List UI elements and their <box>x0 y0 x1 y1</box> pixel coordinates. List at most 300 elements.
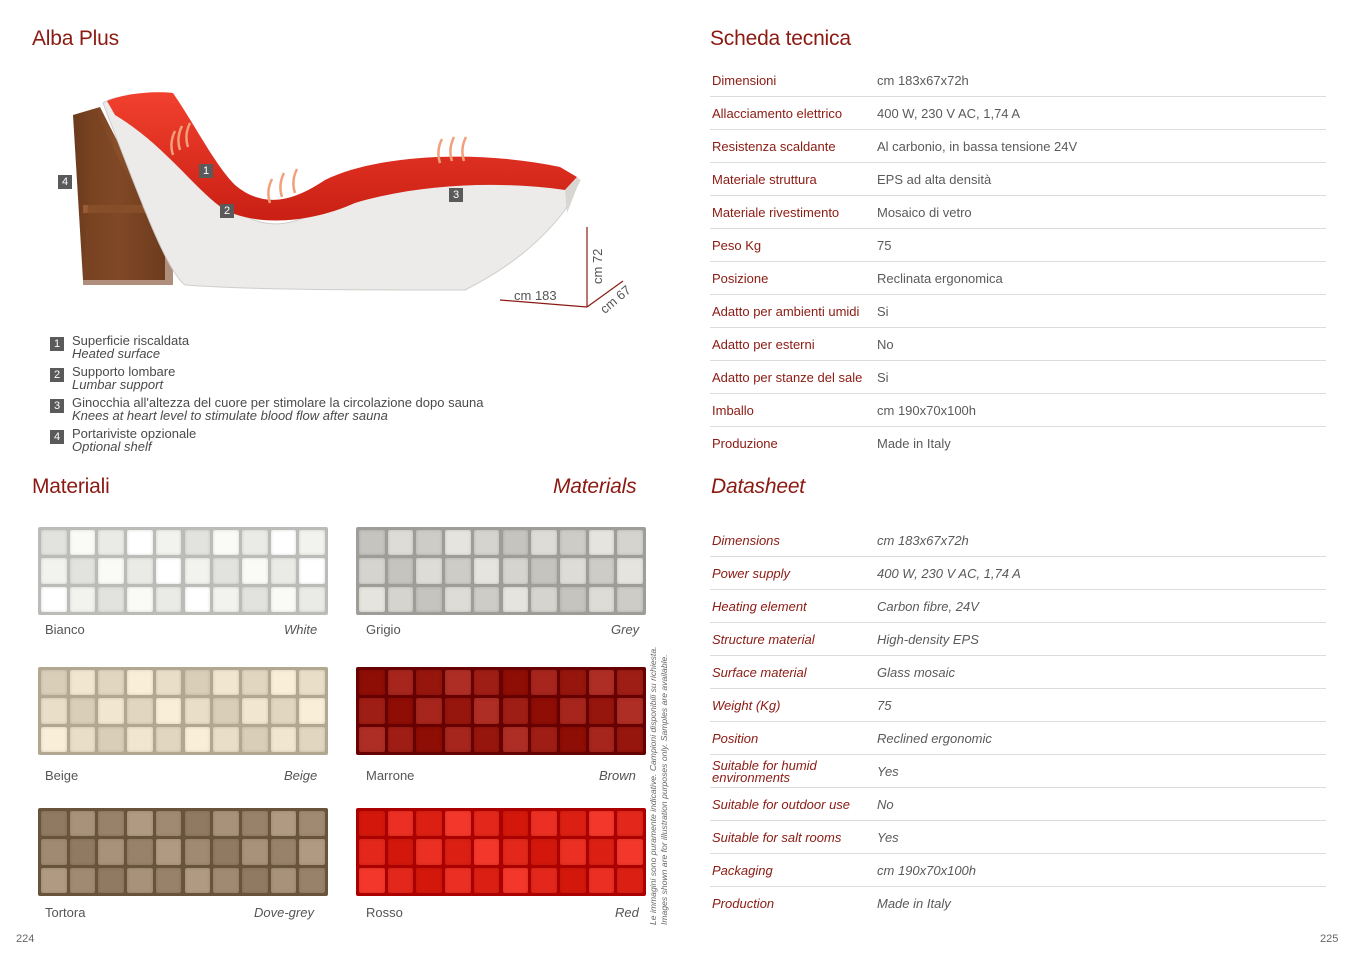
mosaic-tile <box>531 558 557 583</box>
mosaic-tile <box>271 698 297 723</box>
mosaic-tile <box>127 698 153 723</box>
mosaic-tile <box>589 587 615 612</box>
mosaic-tile <box>156 868 182 893</box>
mosaic-tile <box>41 698 67 723</box>
mosaic-tile <box>213 839 239 864</box>
spec-table-it <box>710 65 1326 460</box>
legend-number: 1 <box>50 337 64 351</box>
spec-key: Imballo <box>712 402 754 418</box>
mosaic-tile <box>445 839 471 864</box>
mosaic-tile <box>213 698 239 723</box>
page-number-right: 225 <box>1320 933 1339 945</box>
table-row <box>710 428 1326 459</box>
mosaic-tile <box>474 868 500 893</box>
material-label-it: Rosso <box>366 905 403 920</box>
mosaic-tile <box>185 530 211 555</box>
mosaic-tile <box>271 530 297 555</box>
spec-value: Carbon fibre, 24V <box>877 599 979 614</box>
mosaic-tile <box>617 670 643 695</box>
mosaic-tile <box>503 811 529 836</box>
spec-key: Dimensions <box>712 532 780 548</box>
spec-value: cm 190x70x100h <box>877 403 977 418</box>
spec-value: No <box>877 337 894 352</box>
mosaic-tile <box>359 868 385 893</box>
mosaic-tile <box>416 868 442 893</box>
mosaic-tile <box>359 839 385 864</box>
mosaic-tile <box>185 670 211 695</box>
disclaimer-note <box>648 615 670 925</box>
lounger-illustration <box>55 85 645 320</box>
mosaic-tile <box>617 530 643 555</box>
mosaic-tile <box>242 587 268 612</box>
mosaic-tile <box>98 558 124 583</box>
mosaic-tile <box>474 811 500 836</box>
mosaic-tile <box>531 839 557 864</box>
spec-value: Si <box>877 304 889 319</box>
spec-key: Resistenza scaldante <box>712 138 836 154</box>
mosaic-tile <box>70 558 96 583</box>
table-row <box>710 855 1326 887</box>
mosaic-tile <box>156 811 182 836</box>
mosaic-tile <box>503 727 529 752</box>
mosaic-tile <box>503 839 529 864</box>
legend-number: 2 <box>50 368 64 382</box>
mosaic-tile <box>299 839 325 864</box>
mosaic-tile <box>359 530 385 555</box>
legend-number: 3 <box>50 399 64 413</box>
mosaic-tile <box>388 558 414 583</box>
material-label-en: Red <box>615 905 639 920</box>
mosaic-tile <box>271 868 297 893</box>
mosaic-tile <box>589 698 615 723</box>
spec-value: 75 <box>877 698 892 713</box>
mosaic-tile <box>41 670 67 695</box>
spec-key: Packaging <box>712 862 773 878</box>
table-row <box>710 230 1326 262</box>
table-row <box>710 296 1326 328</box>
mosaic-tile <box>185 558 211 583</box>
spec-key: Peso Kg <box>712 237 762 253</box>
mosaic-tile <box>41 530 67 555</box>
mosaic-tile <box>359 670 385 695</box>
mosaic-tile <box>213 811 239 836</box>
legend-item <box>50 334 610 363</box>
table-row <box>710 164 1326 196</box>
disclaimer-it: Le immagini sono puramente indicative. Campioni disponibili su richiesta. <box>648 646 658 925</box>
spec-value: Si <box>877 370 889 385</box>
table-row <box>710 525 1326 557</box>
mosaic-tile <box>617 868 643 893</box>
mosaic-tile <box>213 558 239 583</box>
material-label-en: Brown <box>599 768 636 783</box>
disclaimer-en: Images shown are for illustration purposes only. Samples are available. <box>659 654 669 925</box>
legend-text-en: Lumbar support <box>72 377 164 392</box>
spec-key: Surface material <box>712 664 807 680</box>
mosaic-tile <box>271 587 297 612</box>
legend-text-it: Superficie riscaldata <box>72 333 190 348</box>
dimension-height: cm 72 <box>590 248 605 284</box>
table-row <box>710 263 1326 295</box>
mosaic-tile <box>531 530 557 555</box>
material-label-it: Beige <box>45 768 79 783</box>
mosaic-tile <box>531 868 557 893</box>
table-row <box>710 329 1326 361</box>
mosaic-tile <box>445 530 471 555</box>
mosaic-tile <box>474 839 500 864</box>
mosaic-tile <box>416 558 442 583</box>
table-row <box>710 395 1326 427</box>
mosaic-tile <box>617 558 643 583</box>
mosaic-tile <box>416 530 442 555</box>
spec-key: Adatto per esterni <box>712 336 815 352</box>
mosaic-tile <box>416 587 442 612</box>
mosaic-tile <box>185 868 211 893</box>
mosaic-tile <box>242 558 268 583</box>
mosaic-tile <box>617 811 643 836</box>
mosaic-tile <box>531 698 557 723</box>
spec-key: Suitable for salt rooms <box>712 829 842 845</box>
mosaic-tile <box>445 558 471 583</box>
mosaic-tile <box>98 698 124 723</box>
mosaic-tile <box>589 811 615 836</box>
table-row <box>710 690 1326 722</box>
mosaic-tile <box>127 558 153 583</box>
spec-value: Made in Italy <box>877 436 951 451</box>
spec-key: Posizione <box>712 270 769 286</box>
spec-title-it: Scheda tecnica <box>710 27 851 50</box>
illustration-badge-1: 1 <box>199 164 213 178</box>
mosaic-tile <box>617 587 643 612</box>
mosaic-tile <box>271 811 297 836</box>
mosaic-tile <box>156 727 182 752</box>
mosaic-tile <box>156 670 182 695</box>
mosaic-tile <box>213 868 239 893</box>
table-row <box>710 624 1326 656</box>
spec-value: Made in Italy <box>877 896 951 911</box>
mosaic-tile <box>156 530 182 555</box>
mosaic-tile <box>531 811 557 836</box>
table-row <box>710 888 1326 919</box>
mosaic-tile <box>41 727 67 752</box>
mosaic-tile <box>70 727 96 752</box>
material-label-it: Marrone <box>366 768 415 783</box>
table-row <box>710 822 1326 854</box>
mosaic-tile <box>242 839 268 864</box>
mosaic-tile <box>388 698 414 723</box>
spec-key: Allacciamento elettrico <box>712 105 843 121</box>
mosaic-tile <box>127 811 153 836</box>
spec-key: Adatto per stanze del sale <box>712 369 863 385</box>
spec-value: Al carbonio, in bassa tensione 24V <box>877 139 1078 154</box>
mosaic-tile <box>359 558 385 583</box>
mosaic-tile <box>359 727 385 752</box>
materials-title-it: Materiali <box>32 475 110 498</box>
mosaic-tile <box>560 811 586 836</box>
spec-value: cm 183x67x72h <box>877 533 969 548</box>
mosaic-tile <box>560 558 586 583</box>
mosaic-tile <box>242 868 268 893</box>
mosaic-tile <box>299 698 325 723</box>
dimension-length: cm 183 <box>514 288 557 303</box>
mosaic-tile <box>41 558 67 583</box>
mosaic-tile <box>299 530 325 555</box>
spec-key: Suitable for outdoor use <box>712 796 851 812</box>
mosaic-tile <box>242 811 268 836</box>
table-row <box>710 362 1326 394</box>
product-title: Alba Plus <box>32 27 119 50</box>
mosaic-tile <box>299 670 325 695</box>
mosaic-tile <box>589 839 615 864</box>
mosaic-tile <box>41 839 67 864</box>
mosaic-tile <box>127 868 153 893</box>
mosaic-tile <box>560 727 586 752</box>
mosaic-tile <box>474 530 500 555</box>
mosaic-tile <box>41 587 67 612</box>
tile-swatch-rosso <box>356 808 646 896</box>
mosaic-tile <box>127 587 153 612</box>
mosaic-tile <box>98 670 124 695</box>
mosaic-tile <box>70 868 96 893</box>
spec-key: Materiale struttura <box>712 171 817 187</box>
mosaic-tile <box>242 530 268 555</box>
spec-value: No <box>877 797 894 812</box>
mosaic-tile <box>98 587 124 612</box>
mosaic-tile <box>185 839 211 864</box>
mosaic-tile <box>445 587 471 612</box>
mosaic-tile <box>589 868 615 893</box>
mosaic-tile <box>70 698 96 723</box>
mosaic-tile <box>617 839 643 864</box>
spec-title-en: Datasheet <box>711 475 805 498</box>
mosaic-tile <box>445 670 471 695</box>
mosaic-tile <box>70 839 96 864</box>
legend-text-en: Optional shelf <box>72 439 152 454</box>
legend-text-it: Portariviste opzionale <box>72 426 197 441</box>
dimension-depth: cm 67 <box>597 282 634 317</box>
mosaic-tile <box>503 868 529 893</box>
mosaic-tile <box>445 698 471 723</box>
mosaic-tile <box>503 670 529 695</box>
mosaic-tile <box>416 698 442 723</box>
illustration-badge-4: 4 <box>58 175 72 189</box>
legend-number: 4 <box>50 430 64 444</box>
mosaic-tile <box>388 811 414 836</box>
spec-key: Adatto per ambienti umidi <box>712 303 860 319</box>
mosaic-tile <box>474 727 500 752</box>
spec-key: Suitable for humid environments <box>712 757 817 785</box>
mosaic-tile <box>242 727 268 752</box>
tile-swatch-beige <box>38 667 328 755</box>
spec-value: Reclined ergonomic <box>877 731 992 746</box>
tile-swatch-bianco <box>38 527 328 615</box>
mosaic-tile <box>359 811 385 836</box>
mosaic-tile <box>41 811 67 836</box>
mosaic-tile <box>271 727 297 752</box>
table-row <box>710 197 1326 229</box>
mosaic-tile <box>70 530 96 555</box>
mosaic-tile <box>70 811 96 836</box>
material-label-en: White <box>284 622 318 637</box>
mosaic-tile <box>98 530 124 555</box>
table-row <box>710 789 1326 821</box>
mosaic-tile <box>127 670 153 695</box>
mosaic-tile <box>98 727 124 752</box>
mosaic-tile <box>271 839 297 864</box>
mosaic-tile <box>445 811 471 836</box>
table-row <box>710 98 1326 130</box>
mosaic-tile <box>560 587 586 612</box>
table-row <box>710 657 1326 689</box>
illustration-badge-2: 2 <box>220 204 234 218</box>
mosaic-tile <box>416 727 442 752</box>
spec-key: Position <box>712 730 759 746</box>
table-row <box>710 65 1326 97</box>
legend-item <box>50 396 610 425</box>
illustration-badge-3: 3 <box>449 188 463 202</box>
mosaic-tile <box>560 698 586 723</box>
spec-value: Yes <box>877 830 899 845</box>
spec-value: Yes <box>877 764 899 779</box>
material-label-it: Grigio <box>366 622 401 637</box>
table-row <box>710 723 1326 755</box>
mosaic-tile <box>98 839 124 864</box>
mosaic-tile <box>185 698 211 723</box>
mosaic-tile <box>416 811 442 836</box>
legend-item <box>50 427 610 456</box>
mosaic-tile <box>127 839 153 864</box>
table-row <box>710 558 1326 590</box>
legend-text-it: Ginocchia all'altezza del cuore per stimolare la circolazione dopo sauna <box>72 395 484 410</box>
mosaic-tile <box>98 811 124 836</box>
mosaic-tile <box>416 839 442 864</box>
mosaic-tile <box>388 587 414 612</box>
legend-text-en: Heated surface <box>72 346 161 361</box>
mosaic-tile <box>531 587 557 612</box>
mosaic-tile <box>127 530 153 555</box>
mosaic-tile <box>156 698 182 723</box>
mosaic-tile <box>617 698 643 723</box>
mosaic-tile <box>213 530 239 555</box>
table-row <box>710 756 1326 788</box>
spec-value: Reclinata ergonomica <box>877 271 1003 286</box>
spec-key: Weight (Kg) <box>712 697 781 713</box>
spec-key: Production <box>712 895 775 911</box>
spec-key: Dimensioni <box>712 72 777 88</box>
materials-title-en: Materials <box>553 475 637 498</box>
spec-key: Power supply <box>712 565 791 581</box>
mosaic-tile <box>70 587 96 612</box>
mosaic-tile <box>299 868 325 893</box>
mosaic-tile <box>156 587 182 612</box>
spec-value: cm 183x67x72h <box>877 73 969 88</box>
spec-table-en <box>710 525 1326 920</box>
mosaic-tile <box>560 868 586 893</box>
mosaic-tile <box>388 868 414 893</box>
mosaic-tile <box>474 558 500 583</box>
page-number-left: 224 <box>16 933 35 945</box>
mosaic-tile <box>560 670 586 695</box>
mosaic-tile <box>98 868 124 893</box>
mosaic-tile <box>445 868 471 893</box>
mosaic-tile <box>299 587 325 612</box>
material-label-it: Bianco <box>45 622 85 637</box>
spec-value: 400 W, 230 V AC, 1,74 A <box>877 566 1021 581</box>
mosaic-tile <box>271 558 297 583</box>
mosaic-tile <box>299 811 325 836</box>
mosaic-tile <box>41 868 67 893</box>
spec-value: EPS ad alta densità <box>877 172 992 187</box>
spec-key: Materiale rivestimento <box>712 204 840 220</box>
mosaic-tile <box>299 727 325 752</box>
mosaic-tile <box>213 587 239 612</box>
mosaic-tile <box>359 587 385 612</box>
mosaic-tile <box>271 670 297 695</box>
mosaic-tile <box>185 587 211 612</box>
mosaic-tile <box>242 698 268 723</box>
spec-value: 400 W, 230 V AC, 1,74 A <box>877 106 1021 121</box>
material-label-en: Grey <box>611 622 640 637</box>
feature-legend <box>50 334 610 458</box>
mosaic-tile <box>388 727 414 752</box>
mosaic-tile <box>359 698 385 723</box>
material-label-it: Tortora <box>45 905 86 920</box>
mosaic-tile <box>474 670 500 695</box>
spec-value: Glass mosaic <box>877 665 956 680</box>
legend-text-en: Knees at heart level to stimulate blood flow after sauna <box>72 408 388 423</box>
table-row <box>710 591 1326 623</box>
mosaic-tile <box>560 530 586 555</box>
spec-key: Heating element <box>712 598 807 614</box>
mosaic-tile <box>299 558 325 583</box>
mosaic-tile <box>185 727 211 752</box>
mosaic-tile <box>127 727 153 752</box>
material-label-en: Beige <box>284 768 318 783</box>
mosaic-tile <box>388 839 414 864</box>
mosaic-tile <box>70 670 96 695</box>
mosaic-tile <box>213 670 239 695</box>
tile-swatch-tortora <box>38 808 328 896</box>
table-row <box>710 131 1326 163</box>
spec-key: Structure material <box>712 631 815 647</box>
mosaic-tile <box>589 558 615 583</box>
mosaic-tile <box>589 670 615 695</box>
mosaic-tile <box>503 698 529 723</box>
legend-item <box>50 365 610 394</box>
spec-key: Produzione <box>712 435 778 451</box>
tile-swatch-grigio <box>356 527 646 615</box>
spec-value: cm 190x70x100h <box>877 863 977 878</box>
mosaic-tile <box>445 727 471 752</box>
mosaic-tile <box>156 839 182 864</box>
mosaic-tile <box>617 727 643 752</box>
mosaic-tile <box>474 698 500 723</box>
legend-text-it: Supporto lombare <box>72 364 176 379</box>
mosaic-tile <box>185 811 211 836</box>
tile-swatch-marrone <box>356 667 646 755</box>
spec-value: Mosaico di vetro <box>877 205 972 220</box>
mosaic-tile <box>503 558 529 583</box>
mosaic-tile <box>589 727 615 752</box>
mosaic-tile <box>242 670 268 695</box>
mosaic-tile <box>213 727 239 752</box>
mosaic-tile <box>416 670 442 695</box>
mosaic-tile <box>589 530 615 555</box>
mosaic-tile <box>531 670 557 695</box>
mosaic-tile <box>156 558 182 583</box>
spec-value: 75 <box>877 238 892 253</box>
mosaic-tile <box>474 587 500 612</box>
mosaic-tile <box>503 587 529 612</box>
